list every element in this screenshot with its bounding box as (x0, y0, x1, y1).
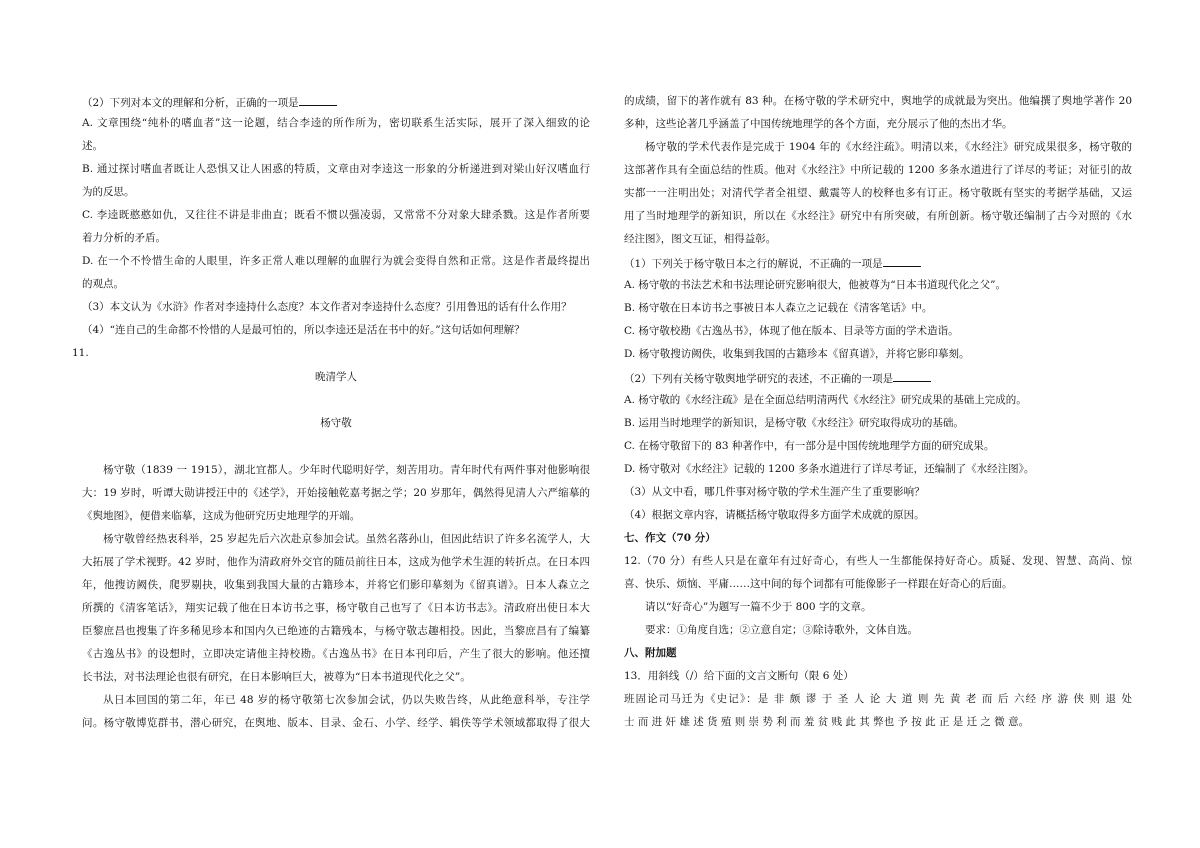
question-text: （2）下列有关杨守敬舆地学研究的表述，不正确的一项是 (624, 373, 894, 385)
question-13-passage-line-1: 班固论司马迁为《史记》：是 非 颇 谬 于 圣 人 论 大 道 则 先 黄 老 而 后 六经 序 游 侠 则 退 处 (624, 693, 1132, 705)
option-a-line-2: 述。 (82, 140, 103, 152)
paragraph-4-line-4: 用了当时地理学的新知识，所以在《水经注》研究中有所突破，有所创新。杨守敬还编制了古今对照的《水 (624, 210, 1132, 222)
question-3: （3）本文认为《水浒》作者对李逵持什么态度？本文作者对李逵持什么态度？引用鲁迅的话有什么作用？ (82, 301, 572, 313)
question-11-1-option-b: B. 杨守敬在日本访书之事被日本人森立之记载在《清客笔话》中。 (624, 302, 933, 314)
question-13-passage-line-2: 士 而 进 奸 雄 述 货 殖 则 崇 势 利 而 羞 贫 贱 此 其 弊也 予 按 此 正 是 迁 之 微 意。 (624, 716, 1030, 728)
question-11-4: （4）根据文章内容，请概括杨守敬取得多方面学术成就的原因。 (624, 509, 925, 521)
question-11-2-option-a: A. 杨守敬的《水经注疏》是在全面总结明清两代《水经注》研究成果的基础上完成的。 (624, 394, 1027, 406)
question-11-2-option-d: D. 杨守敬对《水经注》记载的 1200 多条水道进行了详尽考证，还编制了《水经注图》。 (624, 463, 1035, 475)
question-12-line-2: 喜、快乐、烦恼、平庸……这中间的每个词都有可能像影子一样跟在好奇心的后面。 (624, 578, 1013, 590)
question-2-stem (82, 94, 590, 110)
paragraph-2-line-4: 所撰的《清客笔话》，翔实记载了他在日本访书之事，杨守敬自己也写了《日本访书志》。清政府出使日本大 (82, 602, 590, 614)
paragraph-4-line-5: 经注图》，图文互证，相得益彰。 (624, 233, 777, 245)
question-text: （1）下列关于杨守敬日本之行的解说，不正确的一项是 (624, 258, 883, 270)
paragraph-3-line-2: 问。杨守敬博览群书，潜心研究，在舆地、版本、目录、金石、小学、经学、辑佚等学术领域都取得了很大 (82, 717, 590, 729)
paragraph-4-line-2: 这部著作具有全面总结的性质。他对《水经注》中所记载的 1200 多条水道进行了详尽的考证；对征引的故 (624, 164, 1132, 176)
section-7-heading: 七、作文（70 分） (624, 532, 716, 544)
option-b-line-2: 为的反思。 (82, 186, 135, 198)
question-12-line-1: 12.（70 分）有些人只是在童年有过好奇心，有些人一生都能保持好奇心。质疑、发现、智慧、高尚、惊 (624, 555, 1132, 567)
question-13-stem: 13．用斜线（/）给下面的文言文断句（限 6 处） (624, 670, 854, 682)
paragraph-2-line-2: 大拓展了学术视野。42 岁时，他作为清政府外交官的随员前往日本，这成为他学术生涯的转折点。在日本四 (82, 556, 590, 568)
option-c-line-1: C. 李逵既憨憨如仇，又往往不讲是非曲直；既看不惯以强凌弱，又常常不分对象大肆杀戮。这是作者所要 (82, 209, 590, 221)
paragraph-1-line-3: 《舆地图》，便借来临摹，这成为他研究历史地理学的开端。 (82, 510, 361, 522)
paragraph-2-line-1: 杨守敬曾经热衷科举，25 岁起先后六次赴京参加会试。虽然名落孙山，但因此结识了许多名流学人，大 (103, 533, 590, 545)
question-11-1-option-a: A. 杨守敬的书法艺术和书法理论研究影响很大，他被尊为“日本书道现代化之父”。 (624, 279, 1006, 291)
question-12-requirements: 要求：①角度自选；②立意自定；③除诗歌外，文体自选。 (645, 624, 918, 636)
option-d-line-2: 的观点。 (82, 278, 124, 290)
option-a-line-1: A. 文章围绕“纯朴的嗜血者”这一论题，结合李逵的所作所为，密切联系生活实际，展开了深入细致的论 (82, 117, 590, 129)
question-12-prompt: 请以“好奇心”为题写一篇不少于 800 字的文章。 (645, 601, 872, 613)
answer-blank[interactable] (299, 94, 337, 106)
paragraph-4-line-3: 实都一一注明出处；对清代学者全祖望、戴震等人的校释也多有订正。杨守敬既有坚实的考据学基础，又运 (624, 187, 1132, 199)
paragraph-3-line-1: 从日本回国的第二年，年已 48 岁的杨守敬第七次参加会试，仍以失败告终，从此绝意科举，专注学 (103, 694, 590, 706)
paragraph-3-line-3: 的成绩，留下的著作就有 83 种。在杨守敬的学术研究中，舆地学的成就最为突出。他编撰了舆地学著作 20 (624, 95, 1132, 107)
question-11-2-stem (624, 370, 1132, 386)
article-author: 杨守敬 (320, 417, 352, 429)
answer-blank[interactable] (883, 255, 921, 267)
question-11-2-option-c: C. 在杨守敬留下的 83 种著作中，有一部分是中国传统地理学方面的研究成果。 (624, 440, 995, 452)
question-11-1-option-d: D. 杨守敬搜访阙佚，收集到我国的古籍珍本《留真谱》，并将它影印摹刻。 (624, 348, 970, 360)
paragraph-4-line-1: 杨守敬的学术代表作是完成于 1904 年的《水经注疏》。明清以来，《水经注》研究成果很多，杨守敬的 (645, 141, 1132, 153)
paragraph-3-line-4: 多种，这些论著几乎涵盖了中国传统地理学的各个方面，充分展示了他的杰出才华。 (624, 118, 1013, 130)
question-11-2-option-b: B. 运用当时地理学的新知识，是杨守敬《水经注》研究取得成功的基础。 (624, 417, 964, 429)
option-c-line-2: 着力分析的矛盾。 (82, 232, 166, 244)
paragraph-2-line-3: 年，他搜访阙佚，爬罗剔抉，收集到我国大量的古籍珍本，并将它们影印摹刻为《留真谱》。日本人森立之 (82, 579, 590, 591)
section-8-heading: 八、附加题 (624, 647, 677, 659)
paragraph-2-line-5: 臣黎庶昌也搜集了许多稀见珍本和国内久已绝迹的古籍残本，与杨守敬志趣相投。因此，当黎庶昌有了编纂 (82, 625, 590, 637)
article-title: 晚清学人 (315, 371, 357, 383)
question-11-1-option-c: C. 杨守敬校勘《古逸丛书》，体现了他在版本、目录等方面的学术造诣。 (624, 325, 959, 337)
question-4: （4）“连自己的生命都不怜惜的人是最可怕的，所以李逵还是活在书中的好。”这句话如何理解？ (82, 324, 525, 336)
paragraph-1-line-2: 大：19 岁时，听谭大勋讲授汪中的《述学》，开始接触乾嘉考据之学；20 岁那年，偶然得见清人六严缩摹的 (82, 487, 590, 499)
option-b-line-1: B. 通过探讨嗜血者既让人恐惧又让人困惑的特质，文章由对李逵这一形象的分析递进到对梁山好汉嗜血行 (82, 163, 590, 175)
option-d-line-1: D. 在一个不怜惜生命的人眼里，许多正常人难以理解的血腥行为就会变得自然和正常。这是作者最终提出 (82, 255, 590, 267)
answer-blank[interactable] (893, 370, 931, 382)
question-11-1-stem (624, 255, 1132, 271)
paragraph-2-line-7: 长书法，对书法理论也很有研究，在日本影响巨大，被尊为“日本书道现代化之父”。 (82, 671, 471, 683)
question-11-3: （3）从文中看，哪几件事对杨守敬的学术生涯产生了重要影响？ (624, 486, 925, 498)
paragraph-2-line-6: 《古逸丛书》的设想时，立即决定请他主持校勘。《古逸丛书》在日本刊印后，产生了很大的影响。他还擅 (82, 648, 590, 660)
paragraph-1-line-1: 杨守敬（1839 一 1915），湖北宜都人。少年时代聪明好学，刻苦用功。青年时代有两件事对他影响很 (103, 464, 590, 476)
question-text: （2）下列对本文的理解和分析，正确的一项是 (82, 97, 299, 109)
question-11-number: 11. (72, 347, 89, 359)
